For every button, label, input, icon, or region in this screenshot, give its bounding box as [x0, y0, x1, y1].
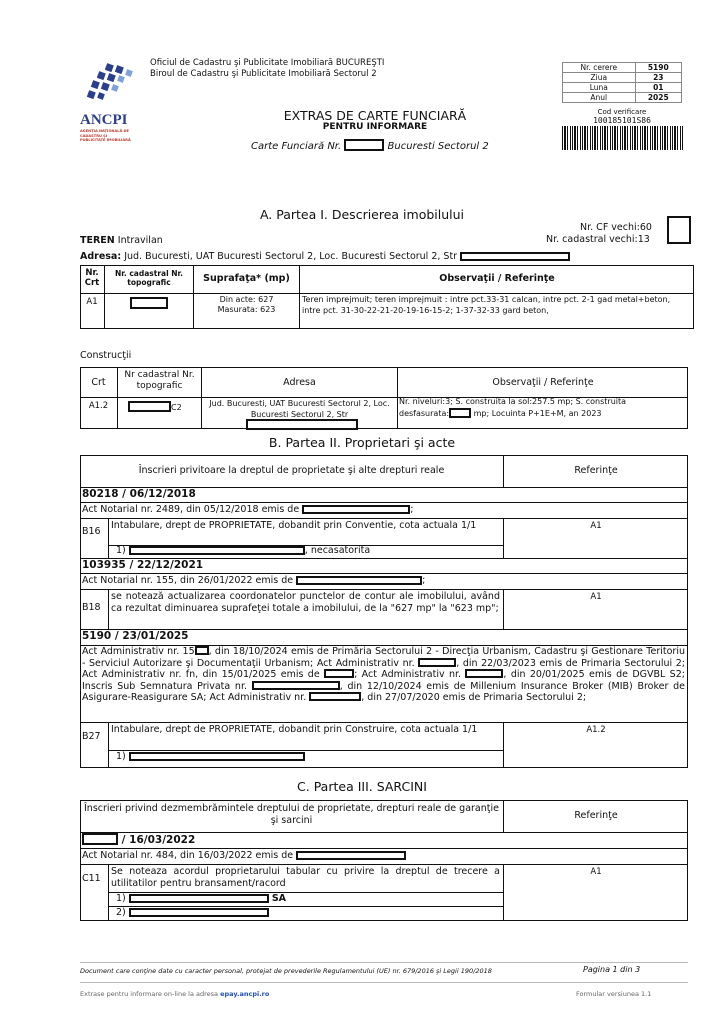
month-label: Luna: [563, 83, 636, 93]
b-entry2-code: B18: [82, 602, 101, 613]
document-title: EXTRAS DE CARTE FUNCIARĂ: [283, 108, 467, 123]
redacted-box: [246, 419, 358, 430]
redacted-box: [296, 851, 406, 860]
request-value: 5190: [635, 63, 681, 73]
redacted-box: [344, 139, 384, 151]
address-value: Jud. Bucuresti, UAT Bucuresti Sectorul 2, Loc. Bucuresti Sectorul 2, Str: [124, 251, 458, 262]
col-observations: Observaţii / Referinţe: [439, 273, 555, 284]
redacted-box: [465, 669, 503, 678]
online-link[interactable]: epay.ancpi.ro: [220, 990, 270, 998]
redacted-box: [129, 546, 305, 555]
redacted-box: [195, 646, 209, 655]
b-entry2-act: Act Notarial nr. 155, din 26/01/2022 emis de: [82, 575, 294, 586]
barcode: [562, 126, 684, 150]
c-row-obs-line2a: desfasurata:: [399, 408, 450, 418]
logo-subtext: AGENŢIA NAŢIONALĂ DE CADASTRU ŞI PUBLICITATE IMOBILIARĂ: [80, 129, 131, 142]
request-info-table: [562, 62, 682, 103]
redacted-box: [252, 681, 340, 690]
cf-suffix: Bucuresti Sectorul 2: [387, 141, 489, 152]
c-entry1-code: C11: [82, 873, 101, 884]
logo-text: ANCPI: [80, 112, 128, 128]
b-col-inscriptions: Înscrieri privitoare la dreptul de proprietate şi alte drepturi reale: [138, 465, 445, 476]
c-owner2-idx: 2): [116, 907, 126, 918]
redacted-box: [418, 658, 456, 667]
col-cadastral: Nr. cadastral Nr. topografic: [114, 269, 184, 287]
section-c-title: C. Partea III. SARCINI: [297, 779, 427, 794]
redacted-box: [82, 833, 118, 845]
c-owner1-suffix: SA: [271, 893, 287, 904]
online-prefix: Extrase pentru informare on-line la adresa: [80, 990, 219, 998]
day-value: 23: [635, 73, 681, 83]
b-entry3-act-part: , din 18/10/2024 emis de Primăria Sectorului 2 - Direcţia Urbanism, Cadastru şi Gestionare Teritoriu - Serviciul Autorizare şi Documentaţii Urbanism; Act Administrativ nr.: [82, 646, 685, 669]
b-entry3-owner-idx: 1): [116, 751, 126, 762]
cf-old: Nr. CF vechi:60: [580, 222, 652, 233]
redacted-box: [128, 401, 171, 412]
surface-acts: Din acte: 627: [219, 295, 274, 304]
ancpi-logo: [80, 62, 140, 140]
b-entry3-act-part: Act Administrativ nr. 15: [82, 646, 195, 657]
cf-number-line: [251, 139, 489, 152]
c-col-references: Referinţe: [574, 810, 618, 821]
day-label: Ziua: [563, 73, 636, 83]
c-entry1-text: Se noteaza acordul proprietarului tabular cu privire la dreptul de trecere a utilitatilor pentru bransament/racord: [111, 866, 500, 889]
cf-prefix: Carte Funciară Nr.: [251, 141, 342, 152]
section-a-title: A. Partea I. Descrierea imobilului: [259, 207, 465, 222]
surface-measured: Masurata: 623: [217, 305, 276, 314]
b-entry2-ref: A1: [590, 592, 602, 602]
cadastral-old: Nr. cadastral vechi:13: [546, 234, 650, 245]
year-value: 2025: [635, 93, 681, 103]
teren-type: Intravilan: [117, 235, 163, 246]
document-subtitle: PENTRU INFORMARE: [322, 122, 428, 132]
logo-mark-icon: [80, 62, 140, 112]
redacted-box: [449, 408, 471, 418]
b-entry1-code: B16: [82, 526, 101, 537]
col-nr-crt: Nr. Crt: [84, 268, 100, 288]
redacted-box: [460, 252, 570, 261]
teren-observations: Teren imprejmuit; teren imprejmuit : intre pct.33-31 calcan, intre pct. 2-1 gad metal+beton, intre pct. 31-30-22-21-20-19-16-15-2; 1-37-32-33 gard beton,: [302, 295, 671, 315]
office-name: Oficiul de Cadastru şi Publicitate Imobiliară BUCUREŞTI: [150, 58, 385, 68]
b-entry2-text: se notează actualizarea coordonatelor punctelor de contur ale imobilului, având ca rezultat diminuarea suprafeţei totale a imobilului, de la "627 mp" la "623 mp";: [111, 591, 500, 614]
b-col-references: Referinţe: [574, 465, 618, 476]
c-col-address: Adresa: [283, 377, 316, 388]
teren-label: TEREN: [80, 235, 115, 246]
b-entry3-act: [82, 646, 685, 704]
b-entry1-act: Act Notarial nr. 2489, din 05/12/2018 emis de: [82, 504, 300, 515]
request-label: Nr. cerere: [563, 63, 636, 73]
b-entry3-act-part: , din 27/07/2020 emis de Primaria Sectorului 2;: [361, 692, 587, 703]
c-entry1-act: Act Notarial nr. 484, din 16/03/2022 emis de: [82, 850, 294, 861]
c-owner1-idx: 1): [116, 893, 126, 904]
redacted-box: [296, 576, 422, 585]
b-entry1-owner-idx: 1): [116, 545, 126, 556]
privacy-notice: Document care conţine date cu caracter personal, protejat de prevederile Regulamentului (UE) nr. 679/2016 şi Legii 190/2018: [80, 967, 492, 975]
c-col-crt: Crt: [91, 377, 106, 388]
address-label: Adresa:: [80, 251, 122, 262]
b-entry3-code: B27: [82, 731, 101, 742]
redacted-box: [129, 752, 305, 761]
verify-code-value: 100185101S86: [593, 116, 651, 125]
redacted-box: [129, 894, 269, 903]
c-col-inscriptions: Înscrieri privind dezmembrămintele dreptului de proprietate, drepturi reale de garanţie şi sarcini: [84, 803, 499, 826]
redacted-box: [129, 908, 269, 917]
redacted-box: [309, 692, 361, 701]
teren-row-crt: A1: [86, 297, 98, 307]
b-entry2-head: 103935 / 22/12/2021: [82, 559, 204, 571]
verify-code-label: Cod verificare: [597, 108, 647, 116]
redacted-box: [130, 297, 168, 309]
b-entry1-text: Intabulare, drept de PROPRIETATE, dobandit prin Conventie, cota actuala 1/1: [111, 520, 477, 531]
page-number: Pagina 1 din 3: [583, 965, 641, 974]
c-entry1-ref: A1: [590, 867, 602, 877]
c-col-cadastral: Nr cadastral Nr. topografic: [124, 370, 195, 391]
b-entry1-head: 80218 / 06/12/2018: [82, 488, 196, 500]
c-entry1-head: / 16/03/2022: [118, 834, 196, 846]
year-label: Anul: [563, 93, 636, 103]
c-row-address: Jud. Bucuresti, UAT Bucuresti Sectorul 2, Loc. Bucuresti Sectorul 2, Str: [209, 399, 390, 419]
redacted-box: [324, 669, 354, 678]
c-col-observations: Observaţii / Referinţe: [492, 377, 594, 388]
c-row-topo: C2: [171, 403, 182, 412]
redacted-box: [302, 505, 410, 514]
c-row-crt: A1.2: [88, 401, 109, 411]
b-entry3-act-part: , din 12/10/2024 emis de Millenium Insurance Broker (MIB) Broker de Asigurare-Reasigurare SA; Act Administrativ nr.: [82, 680, 685, 703]
section-b-title: B. Partea II. Proprietari şi acte: [268, 435, 456, 450]
form-version: Formular versiunea 1.1: [576, 990, 652, 998]
month-value: 01: [635, 83, 681, 93]
bureau-name: Biroul de Cadastru şi Publicitate Imobiliară Sectorul 2: [150, 69, 377, 79]
b-entry3-act-part: ; Act Administrativ nr.: [354, 669, 462, 680]
b-entry3-head: 5190 / 23/01/2025: [82, 630, 189, 642]
b-entry3-act-part: , din 22/03/2023 emis de Primaria Sectorului 2; Act Administrativ nr. fn, din 15/01/2025 emis de: [82, 657, 685, 680]
c-row-obs-line1: Nr. niveluri:3; S. construita la sol:257.5 mp; S. construita: [399, 397, 627, 406]
b-entry1-owner-suffix: , necasatorita: [304, 545, 371, 556]
c-row-obs-line2b: mp; Locuinta P+1E+M, an 2023: [473, 408, 602, 418]
b-entry3-ref: A1.2: [586, 725, 606, 735]
col-surface: Suprafaţa* (mp): [203, 273, 290, 284]
redacted-box: [667, 216, 691, 244]
b-entry3-text: Intabulare, drept de PROPRIETATE, dobandit prin Construire, cota actuala 1/1: [111, 724, 478, 735]
b-entry1-ref: A1: [590, 521, 602, 531]
constructions-title: Construcţii: [80, 350, 132, 361]
b-entry3-act-part: , din 20/01/2025 emis de DGVBL S2; Inscris Sub Semnatura Privata nr.: [82, 669, 685, 692]
